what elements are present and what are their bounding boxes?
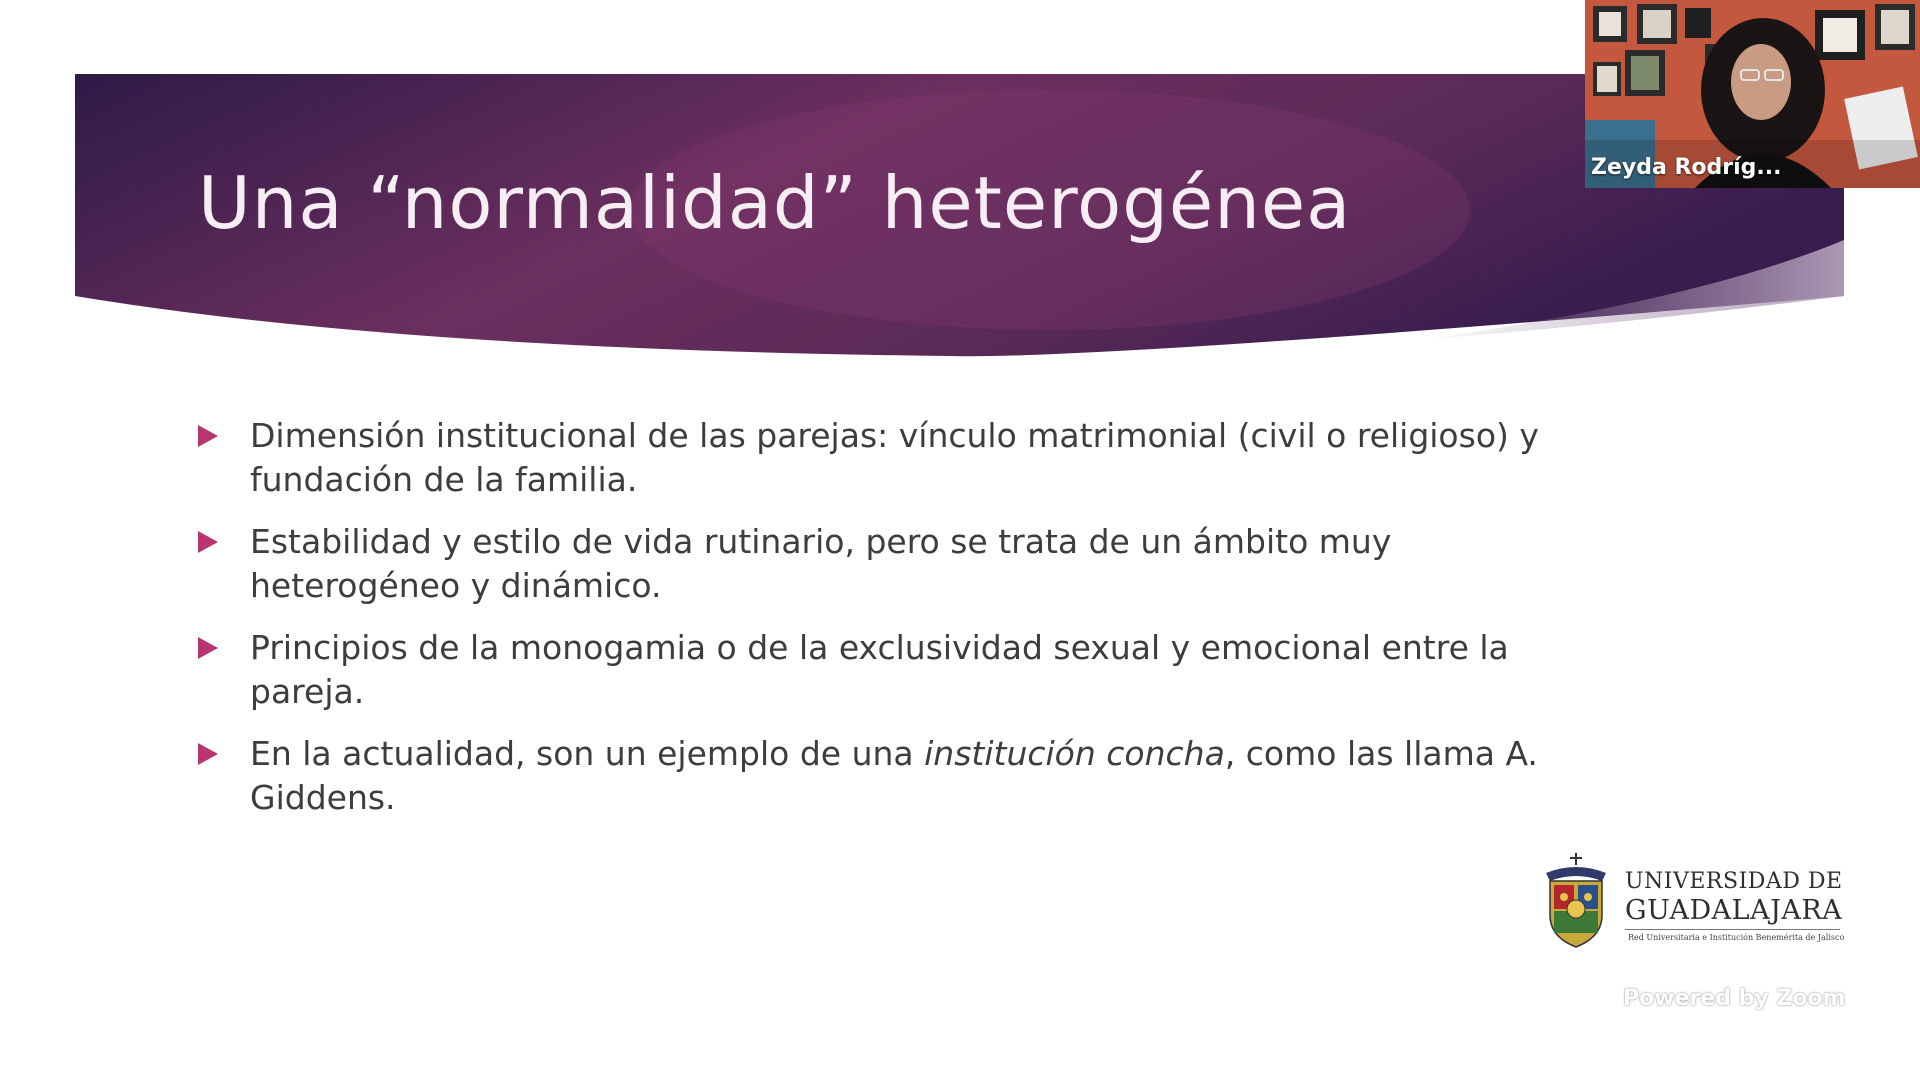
powered-by-zoom-watermark: Powered by Zoom — [1623, 986, 1846, 1011]
bullet-text — [250, 416, 1539, 499]
bullet-text-after: , como las llama A. Giddens. — [250, 734, 1538, 817]
university-crest-icon — [1540, 853, 1612, 948]
bullet-item — [196, 520, 1566, 608]
bullet-list — [196, 414, 1566, 838]
bullet-text — [250, 734, 1538, 817]
bullet-text-before: Principios de la monogamia o de la exclusividad sexual y emocional entre la pareja. — [250, 628, 1509, 711]
bullet-item — [196, 626, 1566, 714]
logo-tagline: Red Universitaria e Institución Benemérita de Jalisco — [1628, 933, 1845, 942]
logo-divider — [1625, 929, 1840, 930]
bullet-text-before: Estabilidad y estilo de vida rutinario, pero se trata de un ámbito muy heterogéneo y dinámico. — [250, 522, 1392, 605]
bullet-text — [250, 522, 1391, 605]
bullet-text-before: En la actualidad, son un ejemplo de una — [250, 734, 925, 773]
logo-line1: UNIVERSIDAD DE — [1625, 869, 1843, 894]
bullet-item — [196, 732, 1566, 820]
participant-video-tile[interactable] — [1585, 0, 1920, 188]
participant-name-label: Zeyda Rodríg... — [1591, 155, 1782, 180]
slide-title: Una “normalidad” heterogénea — [198, 161, 1352, 245]
university-logo — [1540, 853, 1845, 948]
bullet-text-before: Dimensión institucional de las parejas: vínculo matrimonial (civil o religioso) y fundación de la familia. — [250, 416, 1539, 499]
triangle-right-icon — [198, 743, 218, 765]
triangle-right-icon — [198, 425, 218, 447]
bullet-text — [250, 628, 1509, 711]
bullet-text-emphasis: institución concha — [924, 734, 1225, 773]
triangle-right-icon — [198, 637, 218, 659]
triangle-right-icon — [198, 531, 218, 553]
bullet-item — [196, 414, 1566, 502]
logo-line2: GUADALAJARA — [1625, 895, 1843, 926]
